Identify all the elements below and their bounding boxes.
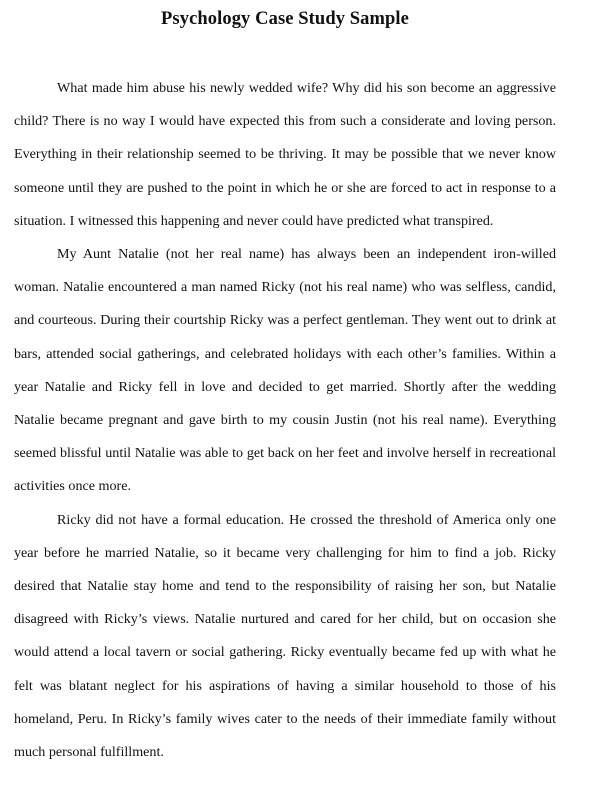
paragraph-2: My Aunt Natalie (not her real name) has always been an independent iron-willed woman. Natalie encountered a man named Ricky (not his real name) who was selfless, candid, and courteous. During their courtship Ricky was a perfect gentleman. They went out to drink at bars, attended social gatherings, and celebrated holidays with each other’s families. Within a year Natalie and Ricky fell in love and decided to get married. Shortly after the wedding Natalie became pregnant and gave birth to my cousin Justin (not his real name). Everything seemed blissful until Natalie was able to get back on her feet and involve herself in recreational activities once more. <box>14 246 556 495</box>
document-title: Psychology Case Study Sample <box>161 9 409 29</box>
paragraph-1: What made him abuse his newly wedded wife? Why did his son become an aggressive child? There is no way I would have expected this from such a considerate and loving person. Everything in their relationship seemed to be thriving. It may be possible that we never know someone until they are pushed to the point in which he or she are forced to act in response to a situation. I witnessed this happening and never could have predicted what transpired. <box>14 80 556 229</box>
document-body <box>14 72 556 769</box>
paragraph-3: Ricky did not have a formal education. He crossed the threshold of America only one year before he married Natalie, so it became very challenging for him to find a job. Ricky desired that Natalie stay home and tend to the responsibility of raising her son, but Natalie disagreed with Ricky’s views. Natalie nurtured and cared for her child, but on occasion she would attend a local tavern or social gathering. Ricky eventually became fed up with what he felt was blatant neglect for his aspirations of having a similar household to those of his homeland, Peru. In Ricky’s family wives cater to the needs of their immediate family without much personal fulfillment. <box>14 511 556 761</box>
